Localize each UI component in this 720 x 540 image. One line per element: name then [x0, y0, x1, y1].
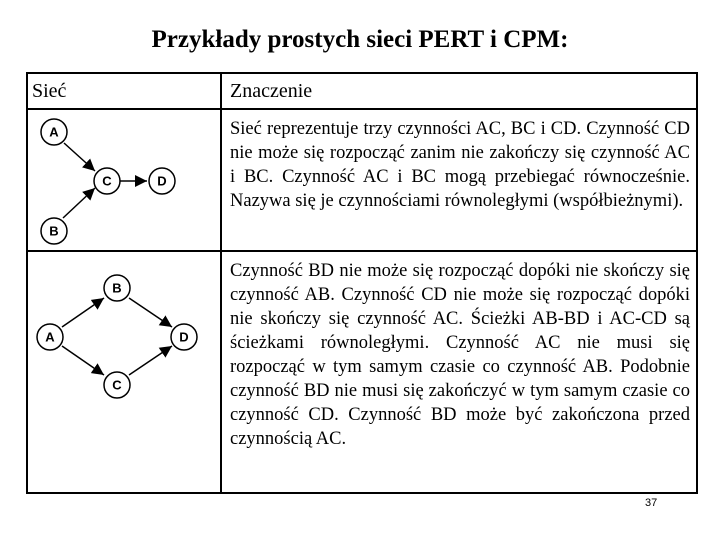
- edge-a-c: [62, 346, 104, 375]
- node-c: [104, 372, 130, 398]
- row-divider: [28, 250, 696, 252]
- svg-text:C: C: [102, 173, 112, 189]
- row-1-description: Sieć reprezentuje trzy czynności AC, BC i CD. Czynność CD nie może się rozpocząć zanim nie zakończy się czynność AC i BC. Czynność AC i BC mogą przebiegać równocześnie. Nazywa się je czynnościami równoległymi (współbieżnymi).: [230, 119, 690, 211]
- svg-text:A: A: [49, 124, 59, 140]
- svg-text:A: A: [45, 329, 55, 345]
- row-2-description: Czynność BD nie może się rozpocząć dopóki nie skończy się czynność AB. Czynność CD nie może się rozpocząć dopóki nie skończy się czynność AC. Ścieżki AB-BD i AC-CD są ścieżkami równoległymi. Czynność AC nie musi się rozpocząć w tym samym czasie co czynność AB. Podobnie czynność BD nie musi się zakończyć w tym samym czasie co czynność CD. Czynność BD może być zakończona przed czynnością AC.: [230, 261, 690, 449]
- node-b: [41, 218, 67, 244]
- page-title: Przykłady prostych sieci PERT i CPM:: [151, 26, 569, 53]
- edge-a-c: [64, 143, 95, 171]
- network-diagram-2: [32, 254, 216, 404]
- node-b: [104, 275, 130, 301]
- page-number: 37: [645, 497, 658, 509]
- header-meaning: Znaczenie: [230, 80, 313, 102]
- node-d: [149, 168, 175, 194]
- edge-a-b: [62, 298, 104, 327]
- column-divider: [220, 74, 222, 492]
- svg-text:B: B: [112, 280, 122, 296]
- node-d: [171, 324, 197, 350]
- examples-table: [26, 72, 698, 494]
- svg-text:D: D: [157, 173, 167, 189]
- edge-b-c: [63, 188, 95, 218]
- svg-text:D: D: [179, 329, 189, 345]
- edge-c-d: [129, 346, 172, 375]
- header-network: Sieć: [32, 80, 67, 102]
- network-diagram-1: [32, 112, 216, 248]
- edge-b-d: [129, 298, 172, 327]
- node-a: [41, 119, 67, 145]
- svg-text:C: C: [112, 377, 122, 393]
- svg-text:B: B: [49, 223, 59, 239]
- header-divider: [28, 108, 696, 110]
- node-a: [37, 324, 63, 350]
- node-c: [94, 168, 120, 194]
